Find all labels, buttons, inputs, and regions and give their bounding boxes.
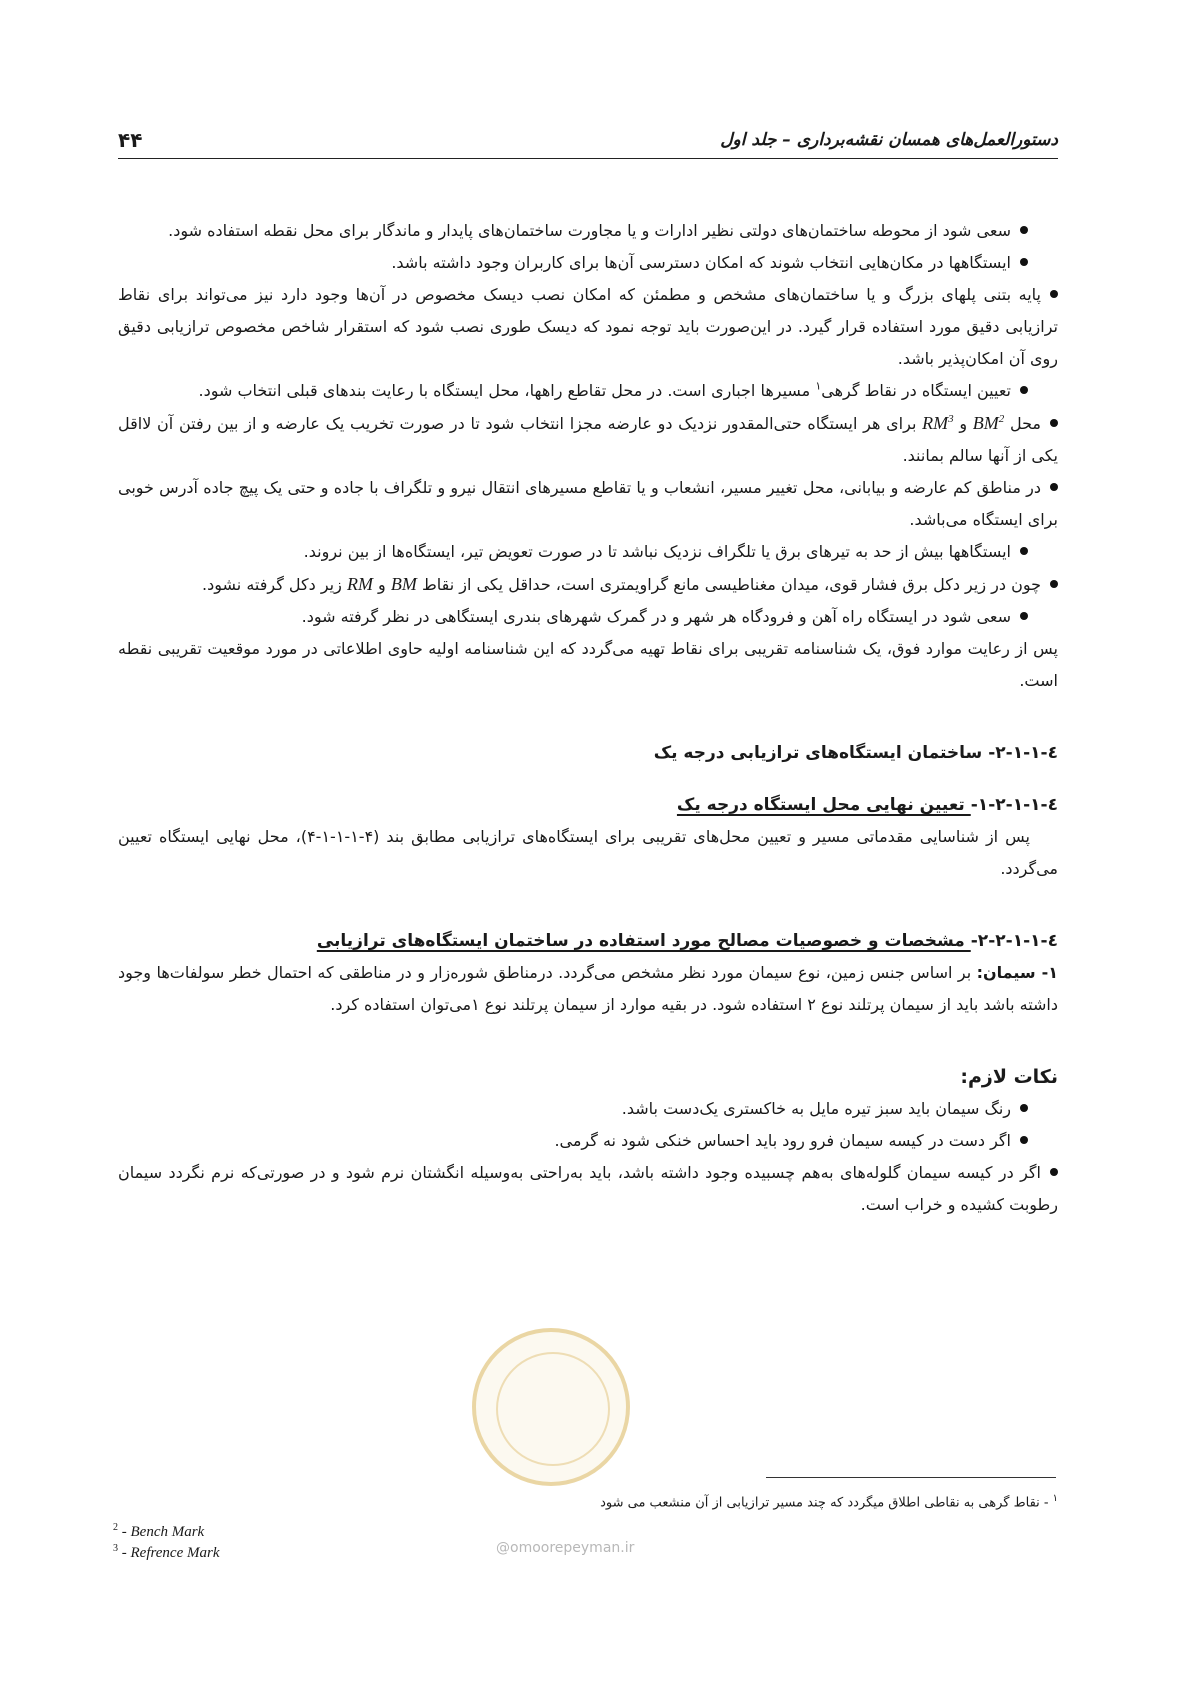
watermark-seal-icon [472, 1328, 630, 1486]
bullet-icon [1020, 386, 1028, 394]
header-title: دستورالعمل‌های همسان نقشه‌برداری – جلد اول [720, 130, 1058, 150]
watermark-text: @omoorepeyman.ir [496, 1540, 635, 1556]
list-item: ایستگاهها بیش از حد به تیرهای برق یا تلگراف نزدیک نباشد تا در صورت تعویض تیر، ایستگاه‌ها از بین نروند. [118, 536, 1058, 568]
bullet-icon [1050, 580, 1058, 588]
footnote-en: $^2$ - Bench Mark [113, 1522, 205, 1540]
list-item: اگر در کیسه سیمان گلوله‌های به‌هم چسبیده وجود داشته باشد، باید به‌راحتی به‌وسیله انگشتان نرم شود و در صورتی‌که نرم نگردد سیمان رطوبت کشیده و خراب است. [118, 1163, 1058, 1214]
list-item: ایستگاهها در مکان‌هایی انتخاب شوند که امکان دسترسی آن‌ها برای کاربران وجود داشته باشد. [118, 247, 1058, 279]
footnote-en: $^3$ - Refrence Mark [113, 1543, 220, 1561]
notes-title: نکات لازم: [960, 1066, 1058, 1088]
bullet-icon [1020, 612, 1028, 620]
list-item: اگر دست در کیسه سیمان فرو رود باید احساس خنکی شود نه گرمی. [118, 1125, 1058, 1157]
page-body [118, 215, 1058, 1221]
footnote: $^۱$- نقاط گرهی به نقاطی اطلاق میگردد که چند مسیر ترازیابی از آن منشعب می شود [600, 1493, 1058, 1511]
bullet-icon [1050, 483, 1058, 491]
subsection-paragraph: پس از شناسایی مقدماتی مسیر و تعیین محل‌های تقریبی برای ایستگاه‌های ترازیابی مطابق بند (۴-۱-۱-۱-۴)، محل نهایی ایستگاه تعیین می‌گردد. [118, 827, 1058, 878]
list-item: تعیین ایستگاه در نقاط گرهی$^۱$ مسیرها اجباری است. در محل تقاطع راهها، محل ایستگاه با رعایت بندهای قبلی انتخاب شود. [118, 375, 1058, 407]
summary-paragraph: پس از رعایت موارد فوق، یک شناسنامه تقریبی برای نقاط تهیه می‌گردد که این شناسنامه اولیه حاوی اطلاعاتی در مورد موقعیت تقریبی نقطه است. [118, 639, 1058, 690]
list-item: رنگ سیمان باید سبز تیره مایل به خاکستری یک‌دست باشد. [118, 1093, 1058, 1125]
bm-term: $BM^2$ [972, 413, 1005, 433]
rm-term: RM [346, 574, 373, 594]
rm-term: $RM^3$ [922, 413, 954, 433]
list-item: سعی شود در ایستگاه راه آهن و فرودگاه هر شهر و در گمرک شهرهای بندری ایستگاهی در نظر گرفته شود. [118, 601, 1058, 633]
page-number: ۴۴ [118, 128, 143, 152]
page-header [118, 128, 1058, 158]
section-heading: ٤-١-١-٢- ساختمان ایستگاه‌های ترازیابی درجه یک [653, 743, 1058, 763]
bullet-icon [1050, 290, 1058, 298]
header-rule [118, 158, 1058, 159]
bullet-icon [1050, 1168, 1058, 1176]
cement-paragraph: ۱- سیمان: بر اساس جنس زمین، نوع سیمان مورد نظر مشخص می‌گردد. درمناطق شوره‌زار و در مناطقی که احتمال خطر سولفات‌ها وجود داشته باشد باید از سیمان پرتلند نوع ۲ استفاده شود. در بقیه موارد از سیمان پرتلند نوع ۱می‌توان استفاده کرد. [118, 963, 1058, 1014]
list-item: در مناطق کم عارضه و بیابانی، محل تغییر مسیر، انشعاب و یا تقاطع مسیرهای انتقال نیرو و تلگراف با جاده و حتی یک پیچ جاده آدرس خوبی برای ایستگاه می‌باشد. [118, 478, 1058, 529]
bm-term: BM [390, 574, 417, 594]
list-item: پایه بتنی پلهای بزرگ و یا ساختمان‌های مشخص و مطمئن که امکان نصب دیسک مخصوص در آن‌ها وجود دارد نیز می‌تواند برای نقاط ترازیابی دقیق مورد استفاده قرار گیرد. در این‌صورت باید توجه نمود که دیسک طوری نصب شود که استقرار شاخص مخصوص ترازیابی دقیق روی آن امکان‌پذیر باشد. [118, 285, 1058, 368]
footnote-rule [766, 1477, 1056, 1478]
list-item: سعی شود از محوطه ساختمان‌های دولتی نظیر ادارات و یا مجاورت ساختمان‌های پایدار و ماندگار برای محل نقطه استفاده شود. [118, 215, 1058, 247]
bullet-icon [1020, 1136, 1028, 1144]
list-item: چون در زیر دکل برق فشار قوی، میدان مغناطیسی مانع گراویمتری است، حداقل یکی از نقاط BM و RM زیر دکل گرفته نشود. [118, 568, 1058, 601]
bullet-icon [1020, 1104, 1028, 1112]
cement-label: ۱- سیمان: [976, 963, 1058, 982]
bullet-icon [1020, 226, 1028, 234]
subsection-heading: ٤-١-١-٢-٢- مشخصات و خصوصیات مصالح مورد استفاده در ساختمان ایستگاه‌های ترازیابی [316, 931, 1058, 951]
footnote-ref: ۱ [815, 379, 822, 393]
subsection-heading: ٤-١-١-٢-١- تعیین نهایی محل ایستگاه درجه یک [676, 795, 1058, 815]
list-item: محل $BM^2$ و $RM^3$ برای هر ایستگاه حتی‌المقدور نزدیک دو عارضه مجزا انتخاب شود تا در صورت تخریب یک عارضه و از بین رفتن آن لااقل یکی از آنها سالم بمانند. [118, 413, 1058, 465]
bullet-icon [1050, 419, 1058, 427]
bullet-icon [1020, 258, 1028, 266]
bullet-icon [1020, 547, 1028, 555]
